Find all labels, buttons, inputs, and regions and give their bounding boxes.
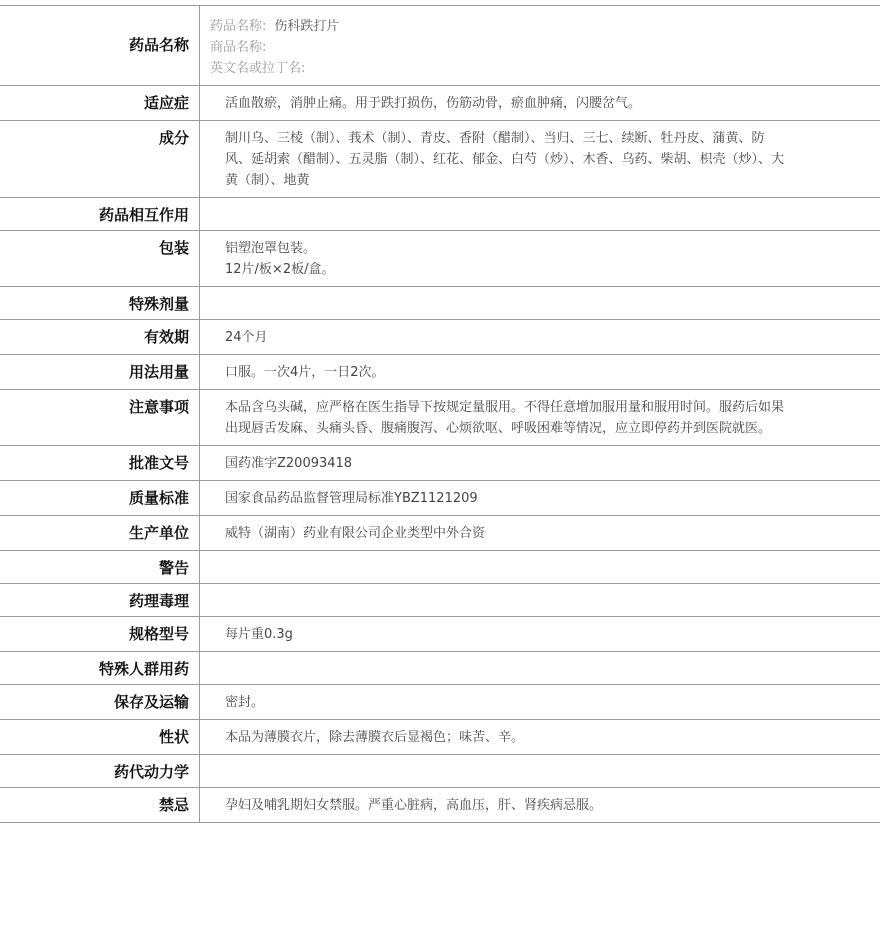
row-value bbox=[200, 6, 880, 85]
row-value bbox=[200, 231, 880, 286]
value-line: 国药准字Z20093418 bbox=[225, 456, 353, 471]
table-row bbox=[0, 320, 880, 355]
row-value bbox=[200, 390, 880, 445]
value-line: 铝塑泡罩包装。 bbox=[225, 241, 317, 256]
value-line: 活血散瘀，消肿止痛。用于跌打损伤，伤筋动骨，瘀血肿痛，闪腰岔气。 bbox=[225, 96, 642, 111]
table-row bbox=[0, 685, 880, 720]
row-label: 药代动力学 bbox=[0, 755, 200, 787]
row-label: 规格型号 bbox=[0, 617, 200, 651]
table-row bbox=[0, 390, 880, 446]
table-row-drug-name bbox=[0, 6, 880, 86]
row-label: 性状 bbox=[0, 720, 200, 754]
name-key: 药品名称: bbox=[210, 19, 267, 34]
table-row bbox=[0, 788, 880, 823]
row-label: 质量标准 bbox=[0, 481, 200, 515]
value-line: 威特（湖南）药业有限公司企业类型中外合资 bbox=[225, 526, 486, 541]
table-row bbox=[0, 755, 880, 788]
table-row bbox=[0, 720, 880, 755]
row-label: 包装 bbox=[0, 231, 200, 286]
value-line: 密封。 bbox=[225, 695, 265, 710]
row-value bbox=[200, 584, 880, 616]
table-row bbox=[0, 287, 880, 320]
table-row bbox=[0, 198, 880, 231]
value-line: 孕妇及哺乳期妇女禁服。严重心脏病，高血压，肝、肾疾病忌服。 bbox=[225, 798, 603, 813]
table-row bbox=[0, 551, 880, 584]
row-value bbox=[200, 287, 880, 319]
row-value bbox=[200, 320, 880, 354]
table-row bbox=[0, 516, 880, 551]
table-row bbox=[0, 617, 880, 652]
row-value bbox=[200, 516, 880, 550]
table-row bbox=[0, 86, 880, 121]
row-value bbox=[200, 446, 880, 480]
row-label: 特殊剂量 bbox=[0, 287, 200, 319]
row-label: 成分 bbox=[0, 121, 200, 197]
table-row bbox=[0, 652, 880, 685]
value-line: 每片重0.3g bbox=[225, 627, 293, 642]
value-line: 本品为薄膜衣片，除去薄膜衣后显褐色；味苦、辛。 bbox=[225, 730, 525, 745]
table-row bbox=[0, 121, 880, 198]
table-row bbox=[0, 481, 880, 516]
row-value bbox=[200, 685, 880, 719]
row-value bbox=[200, 755, 880, 787]
table-row bbox=[0, 231, 880, 287]
row-label: 用法用量 bbox=[0, 355, 200, 389]
name-key: 商品名称: bbox=[210, 40, 267, 55]
name-key: 英文名或拉丁名: bbox=[210, 61, 306, 76]
row-label: 适应症 bbox=[0, 86, 200, 120]
row-label: 生产单位 bbox=[0, 516, 200, 550]
row-value bbox=[200, 788, 880, 822]
drug-spec-table bbox=[0, 5, 880, 823]
row-label: 特殊人群用药 bbox=[0, 652, 200, 684]
row-value bbox=[200, 121, 880, 197]
name-line bbox=[210, 37, 870, 58]
table-row bbox=[0, 355, 880, 390]
row-value bbox=[200, 617, 880, 651]
value-line: 制川乌、三棱（制）、莪术（制）、青皮、香附（醋制）、当归、三七、续断、牡丹皮、蒲黄、防风、延胡索（醋制）、五灵脂（制）、红花、郁金、白芍（炒）、木香、乌药、柴胡、枳壳（炒）、大黄（制）、地黄 bbox=[225, 131, 785, 188]
row-value bbox=[200, 652, 880, 684]
row-value bbox=[200, 551, 880, 583]
name-line bbox=[210, 58, 870, 79]
row-label: 注意事项 bbox=[0, 390, 200, 445]
row-value bbox=[200, 355, 880, 389]
table-body bbox=[0, 86, 880, 823]
value-line: 国家食品药品监督管理局标准YBZ1121209 bbox=[225, 491, 478, 506]
row-label: 警告 bbox=[0, 551, 200, 583]
row-label: 批准文号 bbox=[0, 446, 200, 480]
table-row bbox=[0, 446, 880, 481]
row-label: 保存及运输 bbox=[0, 685, 200, 719]
value-line: 口服。一次4片，一日2次。 bbox=[225, 365, 385, 380]
row-value bbox=[200, 720, 880, 754]
value-line: 本品含乌头碱，应严格在医生指导下按规定量服用。不得任意增加服用量和服用时间。服药后如果出现唇舌发麻、头痛头昏、腹痛腹泻、心烦欲呕、呼吸困难等情况，应立即停药并到医院就医。 bbox=[225, 400, 785, 436]
row-label: 禁忌 bbox=[0, 788, 200, 822]
table-row bbox=[0, 584, 880, 617]
value-line: 12片/板×2板/盒。 bbox=[225, 262, 335, 277]
row-value bbox=[200, 198, 880, 230]
name-value: 伤科跌打片 bbox=[274, 19, 340, 34]
row-label: 药理毒理 bbox=[0, 584, 200, 616]
row-value bbox=[200, 481, 880, 515]
row-value bbox=[200, 86, 880, 120]
row-label: 药品相互作用 bbox=[0, 198, 200, 230]
row-label: 有效期 bbox=[0, 320, 200, 354]
name-line bbox=[210, 16, 870, 37]
value-line: 24个月 bbox=[225, 330, 268, 345]
row-label: 药品名称 bbox=[0, 6, 200, 85]
